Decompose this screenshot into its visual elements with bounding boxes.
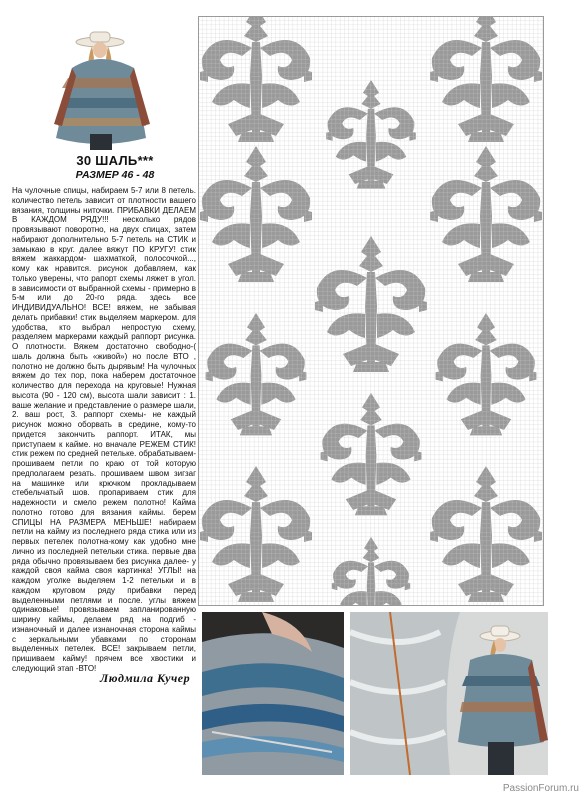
knitting-chart <box>198 16 544 606</box>
knitting-detail-photo <box>202 612 344 775</box>
shawl-worn-photo <box>350 612 548 775</box>
size-label: РАЗМЕР 46 - 48 <box>75 169 155 181</box>
shawl-model-photo <box>50 28 152 150</box>
author-signature: Людмила Кучер <box>100 671 191 685</box>
article-heading <box>40 153 190 181</box>
shawl-title: 30 ШАЛЬ*** <box>76 153 154 168</box>
watermark: PassionForum.ru <box>502 783 579 794</box>
instructions-text: На чулочные спицы, набираем 5-7 или 8 петель. количество петель зависит от плотности вашего вязания, толщины ниточки. ПРИБАВКИ ДЕЛАЕМ В КАЖДОМ РЯДУ!!! несколько рядов провязывают поворотно, на двух спицах, затем набирают дополнительно 5-7 петель на СТИК и замыкаю в круг. далее вяжут ПО КРУГУ! стик вяжем жаккардом- шахматкой, полосочкой..., кому как нравится. рисунок добавляем, как только уверены, что рапорт схемы ляжет в угол. в зависимости от выбранной схемы - примерно в 5-м или до 20-го ряда. здесь все ИНДИВИДУАЛЬНО! ВСЕ! вяжем, не забывая делать прибавки! стик выделяем маркером. для удобства, кто выбрал непростую схему, разделяем маркерами каждый раппорт рисунка. О плотности. Вяжем достаточно свободно-( шаль должна быть «живой») но после ВТО , полотно не должно быть дырявым! На чулочных вяжем до тех пор, пока наберем достаточное количество для перехода на круговые! Нужная высота (90 - 120 см), высота шали зависит : 1. ваше желание и представление о размере шали, 2. ваш рост, 3. раппорт схемы- не каждый рисунок можно оборвать в средине, кому-то придется закончить раппорт. ИТАК, мы приступаем к кайме. но вначале РЕЖЕМ СТИК! стик режем по средней петельке. обрабатываем- прошиваем петли по краю от той которую предполагаем резать. прошиваем швом зигзаг на машинке или крючком прокладываем стебельчатый шов. пропариваем стик для надежности и смело режем полотно! Кайма полотно готово для вязания каймы. берем СПИЦЫ НА РАЗМЕРА МЕНЬШЕ! набираем петли на кайму из последнего ряда стика или из первых петелек полотна-кому как удобно мне лично из последней петельки стика. первые два ряда обычно провязываем без рисунка далее- у каждой своя кайма своя картинка! УГЛЫ! на каждом уголке выделяем 1-2 петельки и в каждом круговом ряду прибавки перед выделенными петлями и после. углы вяжем одинаковые! провязываем запланированную ширину каймы, делаем ряд на подгиб - изнаночный и далее изнаночная сторона каймы с зеркальными убавками по сторонам выделенных петелек. ВСЕ! закрываем петли, пришиваем кайму! прячем все хвостики и следующий этап -ВТО! <box>12 186 196 673</box>
